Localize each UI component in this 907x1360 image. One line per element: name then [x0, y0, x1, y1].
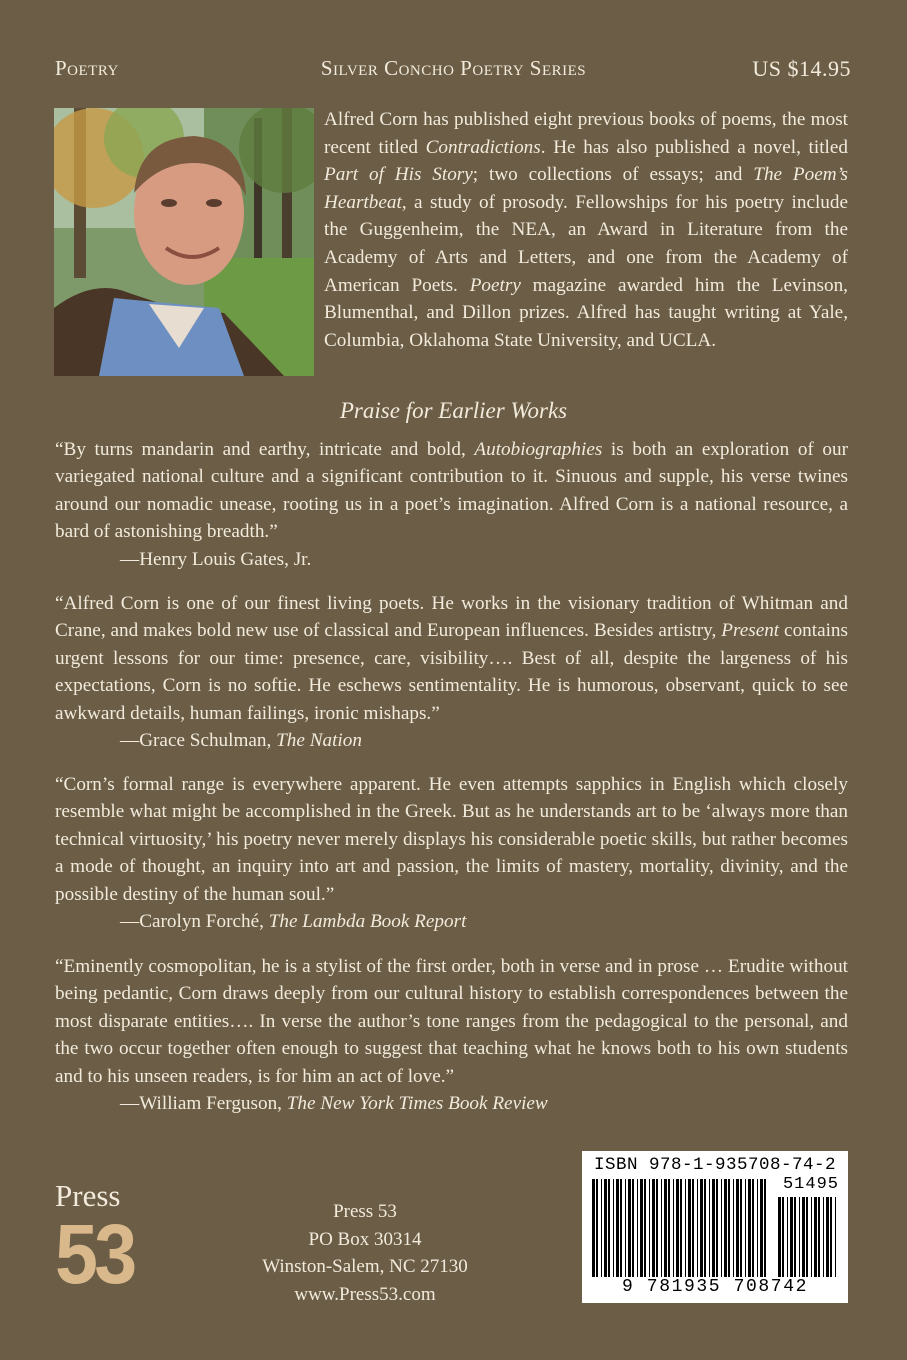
quote-text: “Corn’s formal range is everywhere apparent. He even attempts sapphics in English which closely resemble what might be accomplished in the Greek. But as he understands art to be ‘always more than technical virtuosity,’ his poetry never merely displays his considerable poetic skills, but rather becomes a mode of thought, an inquiry into art and passion, the limits of mastery, mortality, divinity, and the possible destiny of the human soul.” [55, 774, 848, 905]
address-line: Press 53 [333, 1201, 397, 1222]
barcode-bar [794, 1197, 796, 1277]
book-title-poems-heartbeat: The Poem’s Heartbeat [324, 164, 848, 213]
publisher-address [215, 1198, 515, 1308]
author-photo-illustration [54, 108, 314, 376]
quote-schulman [55, 590, 848, 754]
praise-heading: Praise for Earlier Works [339, 398, 568, 423]
barcode-bar [787, 1197, 788, 1277]
barcode [582, 1151, 848, 1303]
barcode-bar [830, 1197, 832, 1277]
quote-gates [55, 436, 848, 573]
barcode-bar [818, 1197, 820, 1277]
barcode-bar [806, 1197, 808, 1277]
quote-attribution: —Carolyn Forché, The Lambda Book Report [120, 911, 467, 933]
barcode-bar [799, 1197, 800, 1277]
quote-ferguson [55, 953, 848, 1117]
quote-forche [55, 771, 848, 935]
barcode-bar [811, 1197, 812, 1277]
address-line: Winston-Salem, NC 27130 [262, 1256, 468, 1277]
barcode-bar [823, 1197, 824, 1277]
author-photo [54, 108, 314, 376]
quote-attribution: —Henry Louis Gates, Jr. [120, 548, 312, 570]
barcode-bar [782, 1197, 784, 1277]
address-line: PO Box 30314 [308, 1228, 422, 1250]
barcode-bar [778, 1197, 781, 1277]
barcode-bar [802, 1197, 805, 1277]
isbn-number: ISBN 978-1-935708-74-2 [593, 1155, 837, 1175]
quote-text: “Eminently cosmopolitan, he is a stylist of the first order, both in verse and in prose … Erudite without being pedantic, Corn draws deeply from our cultural history to establish correspondences between the most disparate entities…. In verse the author’s tone ranges from the pedagogical to the personal, and the two occur together often enough to suggest that teaching what he knows both to his own students and to his unseen readers, is for him an act of love.” [55, 956, 848, 1087]
price-code: 51495 [782, 1175, 839, 1194]
price-label: US $14.95 [752, 56, 851, 81]
ean-digits: 9 781935 708742 [621, 1277, 809, 1297]
quote-text: “By turns mandarin and earthy, intricate and bold, Autobiographies is both an exploration of our variegated national culture and a significant contribution to it. Sinuous and supple, his verse twines around our nomadic unease, rooting us in a poet’s imagination. Alfred Corn is a national resource, a bard of astonishing breadth.” [55, 439, 849, 543]
publisher-logo [55, 1178, 155, 1301]
quote-attribution: —Grace Schulman, The Nation [120, 730, 362, 752]
quote-attribution: —William Ferguson, The New York Times Book Review [120, 1093, 548, 1115]
publisher-logo-number: 53 [55, 1207, 134, 1301]
series-title: Silver Concho Poetry Series [320, 56, 587, 80]
barcode-bar [826, 1197, 829, 1277]
magazine-title-poetry: Poetry [469, 274, 521, 296]
publisher-logo-word: Press [55, 1178, 121, 1213]
barcode-bar [835, 1197, 836, 1277]
address-line: www.Press53.com [294, 1283, 436, 1305]
barcode-bar [790, 1197, 793, 1277]
book-title-part-of-his-story: Part of His Story [324, 164, 473, 186]
barcode-bar [814, 1197, 817, 1277]
author-bio: Alfred Corn has published eight previous books of poems, the most recent titled Contradictions. He has also published a novel, titled Part of His Story; two collections of essays; and The Poem’s Heartbeat, a study of prosody. Fellowships for his poetry include the Guggenheim, the NEA, an Award in Literature from the Academy of Arts and Letters, and one from the Academy of American Poets. Poetry magazine awarded him the Levinson, Blumenthal, and Dillon prizes. Alfred has taught writing at Yale, Columbia, Oklahoma State University, and UCLA. [324, 109, 848, 351]
genre-label: Poetry [55, 56, 119, 80]
quote-text: “Alfred Corn is one of our finest living poets. He works in the visionary tradition of Whitman and Crane, and makes bold new use of classical and European influences. Besides artistry, Present contains urgent lessons for our time: presence, care, visibility…. Best of all, despite the largeness of his expectations, Corn is no softie. He eschews sentimentality. He is humorous, observant, quick to see awkward details, human failings, ironic mishaps.” [55, 593, 848, 724]
book-title-contradictions: Contradictions [425, 136, 541, 158]
